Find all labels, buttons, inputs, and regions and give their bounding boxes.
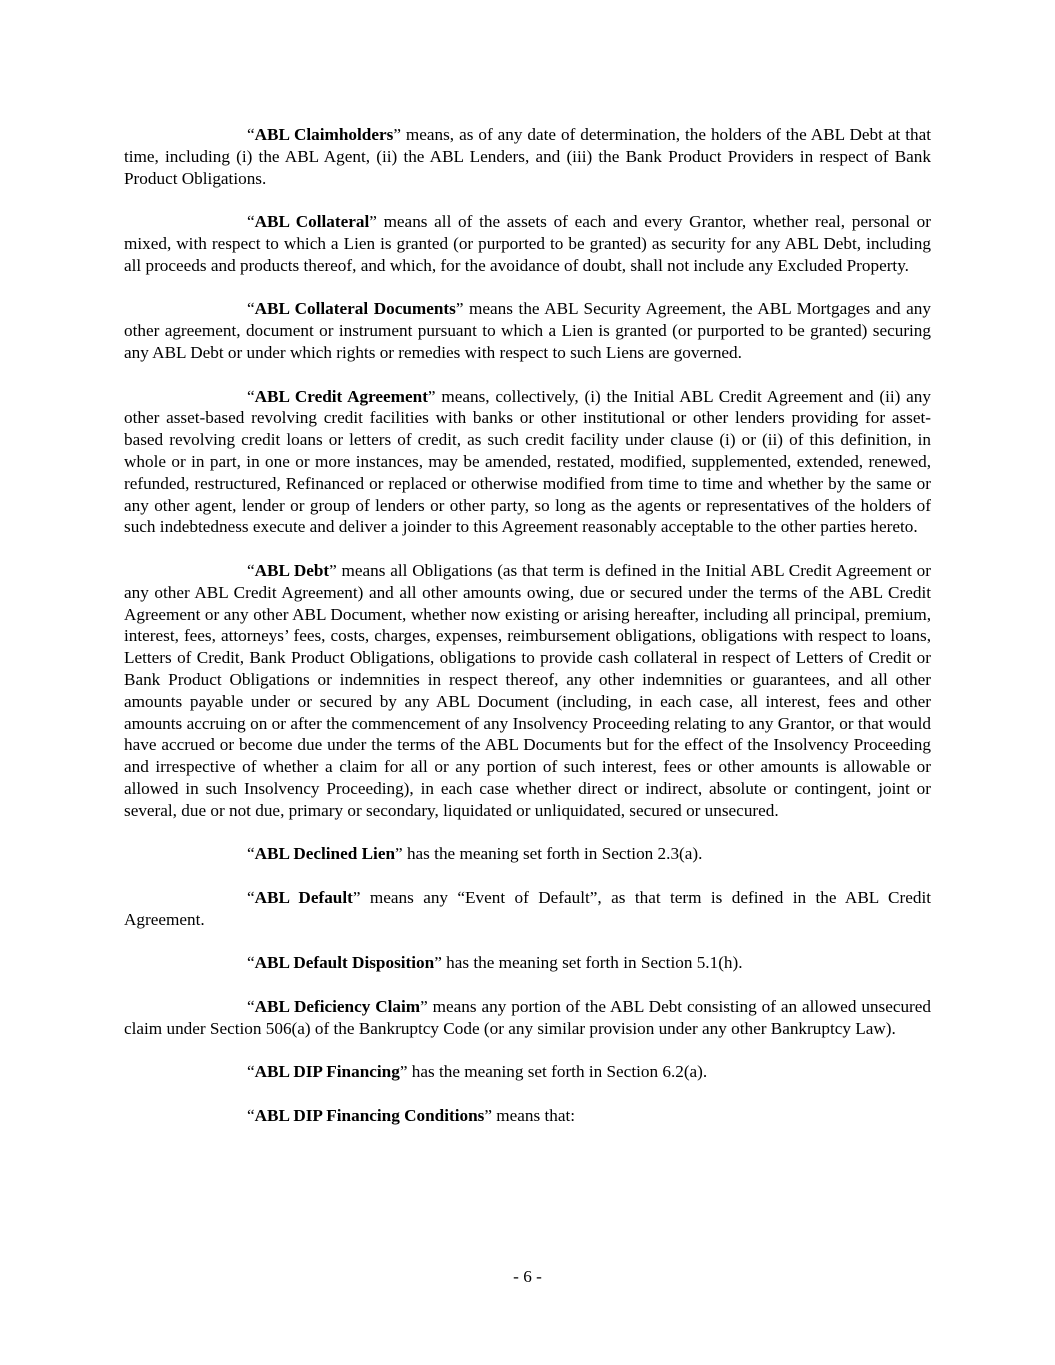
- definition-text: ” means any “Event of Default”, as that term is defined in the ABL Credit Agreement.: [124, 887, 931, 929]
- definition-abl-default: “ABL Default” means any “Event of Default”, as that term is defined in the ABL Credit Agreement.: [124, 887, 931, 929]
- definition-text: ” means, collectively, (i) the Initial ABL Credit Agreement and (ii) any other asset-based revolving credit facilities with banks or other institutional or other lenders providing for asset-based revolving credit loans or letters of credit, as such credit facility under clause (i) or (ii) of this definition, in whole or in part, in one or more instances, may be amended, restated, modified, supplemented, extended, renewed, refunded, restructured, Refinanced or replaced or otherwise modified from time to time and whether by the same or any other agent, lender or group of lenders or other party, so long as the agents or representatives of the holders of such indebtedness execute and deliver a joinder to this Agreement reasonably acceptable to the other parties hereto.: [124, 386, 931, 537]
- definition-abl-claimholders: “ABL Claimholders” means, as of any date of determination, the holders of the ABL Debt at that time, including (i) the ABL Agent, (ii) the ABL Lenders, and (iii) the Bank Product Providers in respect of Bank Product Obligations.: [124, 125, 932, 188]
- defined-term: ABL Collateral: [254, 212, 370, 232]
- definition-text: ” means that:: [484, 1105, 576, 1125]
- definition-abl-declined-lien: “ABL Declined Lien” has the meaning set forth in Section 2.3(a).: [247, 844, 703, 864]
- defined-term: ABL Claimholders: [254, 125, 394, 144]
- definition-text: ” means all Obligations (as that term is defined in the Initial ABL Credit Agreement or any other ABL Credit Agreement) and all other amounts owing, due or secured under the terms of the ABL Credit Agreement or any other ABL Document, whether now existing or arising hereafter, including all principal, premium, interest, fees, attorneys’ fees, costs, charges, expenses, reimbursement obligations, obligations with respect to loans, Letters of Credit, Bank Product Obligations, obligations to provide cash collateral in respect of Letters of Credit or Bank Product Obligations or indemnities in respect thereof, any other indemnities or guarantees, and all other amounts payable under or secured by any ABL Document (including, in each case, all interest, fees and other amounts accruing on or after the commencement of any Insolvency Proceeding relating to any Grantor, or that would have accrued or become due under the terms of the ABL Documents but for the effect of the Insolvency Proceeding and irrespective of whether a claim for all or any portion of such interest, fees or other amounts is allowable or allowed in such Insolvency Proceeding), in each case whether direct or indirect, absolute or contingent, joint or several, due or not due, primary or secondary, liquidated or unliquidated, secured or unsecured.: [124, 560, 931, 820]
- definition-text: ” has the meaning set forth in Section 2.3(a).: [395, 844, 703, 864]
- definition-abl-collateral: “ABL Collateral” means all of the assets of each and every Grantor, whether real, personal or mixed, with respect to which a Lien is granted (or purported to be granted) as security for any ABL Debt, including all proceeds and products thereof, and which, for the avoidance of doubt, shall not include any Excluded Property.: [124, 212, 931, 275]
- defined-term: ABL DIP Financing Conditions: [254, 1105, 485, 1125]
- definition-text: ” means all of the assets of each and every Grantor, whether real, personal or mixed, with respect to which a Lien is granted (or purported to be granted) as security for any ABL Debt, including all proceeds and products thereof, and which, for the avoidance of doubt, shall not include any Excluded Property.: [124, 212, 931, 275]
- defined-term: ABL Collateral Documents: [254, 299, 456, 319]
- definition-abl-dip-financing: “ABL DIP Financing” has the meaning set forth in Section 6.2(a).: [247, 1062, 708, 1082]
- page-number: - 6 -: [513, 1267, 542, 1286]
- definition-text: ” means any portion of the ABL Debt consisting of an allowed unsecured claim under Section 506(a) of the Bankruptcy Code (or any similar provision under any other Bankruptcy Law).: [124, 996, 932, 1038]
- definition-abl-credit-agreement: “ABL Credit Agreement” means, collectively, (i) the Initial ABL Credit Agreement and (ii) any other asset-based revolving credit facilities with banks or other institutional or other lenders providing for asset-based revolving credit loans or letters of credit, as such credit facility under clause (i) or (ii) of this definition, in whole or in part, in one or more instances, may be amended, restated, modified, supplemented, extended, renewed, refunded, restructured, Refinanced or replaced or otherwise modified from time to time and whether by the same or any other agent, lender or group of lenders or other party, so long as the agents or representatives of the holders of such indebtedness execute and deliver a joinder to this Agreement reasonably acceptable to the other parties hereto.: [124, 386, 931, 537]
- definition-text: ” means, as of any date of determination, the holders of the ABL Debt at that time, including (i) the ABL Agent, (ii) the ABL Lenders, and (iii) the Bank Product Providers in respect of Bank Product Obligations.: [124, 125, 932, 188]
- defined-term: ABL Credit Agreement: [254, 386, 428, 406]
- document-page: [124, 124, 931, 1148]
- definition-abl-debt: “ABL Debt” means all Obligations (as that term is defined in the Initial ABL Credit Agreement or any other ABL Credit Agreement) and all other amounts owing, due or secured under the terms of the ABL Credit Agreement or any other ABL Document, whether now existing or arising hereafter, including all principal, premium, interest, fees, attorneys’ fees, costs, charges, expenses, reimbursement obligations, obligations with respect to loans, Letters of Credit, Bank Product Obligations, obligations to provide cash collateral in respect of Letters of Credit or Bank Product Obligations or indemnities in respect thereof, any other indemnities or guarantees, and all other amounts payable under or secured by any ABL Document (including, in each case, all interest, fees and other amounts accruing on or after the commencement of any Insolvency Proceeding relating to any Grantor, or that would have accrued or become due under the terms of the ABL Documents but for the effect of the Insolvency Proceeding and irrespective of whether a claim for all or any portion of such interest, fees or other amounts is allowable or allowed in such Insolvency Proceeding), in each case whether direct or indirect, absolute or contingent, joint or several, due or not due, primary or secondary, liquidated or unliquidated, secured or unsecured.: [124, 560, 931, 820]
- defined-term: ABL DIP Financing: [254, 1062, 400, 1082]
- defined-term: ABL Deficiency Claim: [254, 996, 421, 1016]
- definition-abl-dip-financing-conditions: “ABL DIP Financing Conditions” means that:: [247, 1105, 576, 1125]
- definition-text: ” has the meaning set forth in Section 6.2(a).: [399, 1062, 708, 1082]
- defined-term: ABL Declined Lien: [254, 844, 396, 864]
- definition-text: ” means the ABL Security Agreement, the ABL Mortgages and any other agreement, document or instrument pursuant to which a Lien is granted (or purported to be granted) securing any ABL Debt or under which rights or remedies with respect to such Liens are governed.: [124, 299, 931, 362]
- defined-term: ABL Debt: [254, 560, 330, 580]
- defined-term: ABL Default Disposition: [254, 953, 435, 973]
- definition-text: ” has the meaning set forth in Section 5.1(h).: [434, 953, 743, 973]
- definition-abl-deficiency-claim: “ABL Deficiency Claim” means any portion of the ABL Debt consisting of an allowed unsecured claim under Section 506(a) of the Bankruptcy Code (or any similar provision under any other Bankruptcy Law).: [124, 996, 932, 1038]
- defined-term: ABL Default: [254, 887, 353, 907]
- definition-abl-collateral-documents: “ABL Collateral Documents” means the ABL Security Agreement, the ABL Mortgages and any other agreement, document or instrument pursuant to which a Lien is granted (or purported to be granted) securing any ABL Debt or under which rights or remedies with respect to such Liens are governed.: [124, 299, 931, 362]
- definition-abl-default-disposition: “ABL Default Disposition” has the meaning set forth in Section 5.1(h).: [247, 953, 743, 973]
